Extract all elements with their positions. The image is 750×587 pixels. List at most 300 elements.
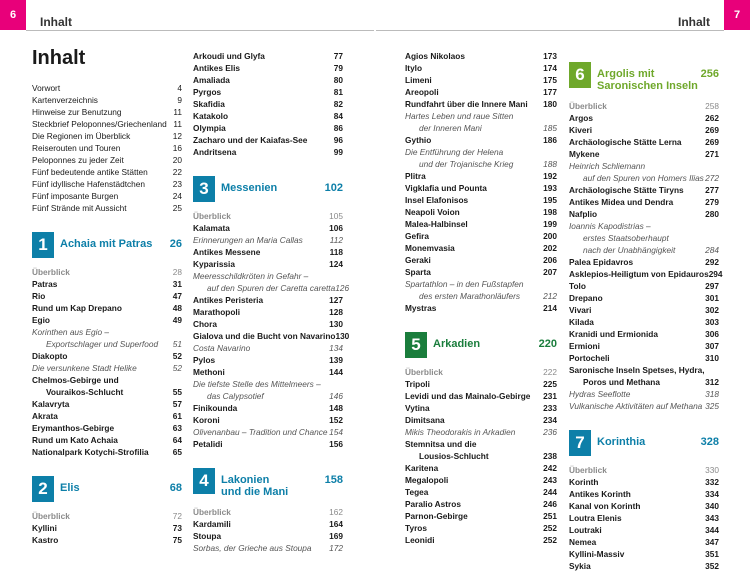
toc-entry-title: auf den Spuren der Caretta caretta [207, 283, 336, 293]
toc-entry-title: Paralio Astros [405, 499, 461, 509]
chapter-page: 26 [169, 238, 182, 250]
toc-column-4 [569, 44, 723, 572]
toc-entry-karitena[interactable] [405, 462, 557, 474]
toc-entry-itylo[interactable] [405, 62, 557, 74]
toc-entry-sparta[interactable] [405, 266, 557, 278]
toc-entry-page: 188 [543, 159, 557, 169]
toc-entry-title: Antikes Elis [193, 63, 241, 73]
chapter-page: 158 [324, 474, 343, 486]
toc-entry-title: Heinrich Schliemann [569, 161, 646, 171]
toc-entry-das-calypsotief[interactable] [193, 390, 343, 402]
chapter-heading-6[interactable] [569, 62, 719, 92]
toc-entry-loutra-elenis[interactable] [569, 512, 719, 524]
chapter-number-badge: 6 [569, 62, 591, 88]
toc-entry-title: Nationalpark Kotychi-Strofilia [32, 447, 149, 457]
toc-entry-megalopoli[interactable] [405, 474, 557, 486]
toc-entry-page: 212 [543, 291, 557, 301]
toc-entry-page: 84 [333, 111, 343, 121]
toc-entry-paralio-astros[interactable] [405, 498, 557, 510]
toc-entry-page: 334 [705, 489, 719, 499]
toc-entry-page: 52 [172, 363, 182, 373]
toc-entry-title: Costa Navarino [193, 343, 251, 353]
toc-entry-berblick[interactable] [32, 266, 182, 278]
toc-entry-akrata[interactable] [32, 410, 182, 422]
toc-entry-poros-und-methana[interactable] [569, 376, 719, 388]
toc-entry-kastro[interactable] [32, 534, 182, 546]
toc-entry-title: Finikounda [193, 403, 238, 413]
chapter-heading-3[interactable] [193, 176, 343, 202]
toc-entry-page: 252 [543, 535, 557, 545]
toc-entry-page: 134 [329, 343, 343, 353]
toc-entry-page: 24 [172, 191, 182, 201]
toc-entry-berblick[interactable] [405, 366, 557, 378]
toc-entry-die-tiefste-stelle-des-mittelmeers[interactable] [193, 378, 343, 390]
toc-entry-pyrgos[interactable] [193, 86, 343, 98]
toc-entry-title: Kanal von Korinth [569, 501, 641, 511]
chapter-title: Lakonien und die Mani [221, 474, 289, 498]
toc-entry-die-regionen-im-berblick[interactable] [32, 130, 182, 142]
toc-entry-title: Portocheli [569, 353, 610, 363]
chapter-page: 102 [324, 182, 343, 194]
toc-entry-steckbrief-peloponnes-griechenland[interactable] [32, 118, 182, 130]
toc-entry-kalamata[interactable] [193, 222, 343, 234]
toc-entry-title: Asklepios-Heiligtum von Epidauros [569, 269, 709, 279]
toc-entry-page: 146 [329, 391, 343, 401]
toc-entry-title: Parnon-Gebirge [405, 511, 468, 521]
toc-entry-vigklafia-und-pounta[interactable] [405, 182, 557, 194]
toc-entry-title: Vouraikos-Schlucht [46, 387, 124, 397]
toc-entry-title: Kartenverzeichnis [32, 95, 98, 105]
toc-entry-title: der Inneren Mani [419, 123, 482, 133]
toc-entry-marathopoli[interactable] [193, 306, 343, 318]
toc-entry-title: Vivari [569, 305, 592, 315]
toc-entry-areopoli[interactable] [405, 86, 557, 98]
chapter-heading-4[interactable] [193, 468, 343, 498]
toc-entry-chora[interactable] [193, 318, 343, 330]
toc-entry-page: 77 [333, 51, 343, 61]
toc-entry-vorwort[interactable] [32, 82, 182, 94]
toc-entry-title: das Calypsotief [207, 391, 264, 401]
toc-entry-kyparissia[interactable] [193, 258, 343, 270]
toc-entry-loutraki[interactable] [569, 524, 719, 536]
toc-entry-lousios-schlucht[interactable] [405, 450, 557, 462]
toc-entry-limeni[interactable] [405, 74, 557, 86]
page-header-left: Inhalt [40, 15, 72, 29]
toc-entry-zacharo-und-der-kaiafas-see[interactable] [193, 134, 343, 146]
toc-entry-nafplio[interactable] [569, 208, 719, 220]
toc-entry-page: 192 [543, 171, 557, 181]
toc-entry-rundfahrt-ber-die-innere-mani[interactable] [405, 98, 557, 110]
toc-entry-page: 325 [705, 401, 719, 411]
toc-entry-leonidi[interactable] [405, 534, 557, 546]
toc-entry-page: 352 [705, 561, 719, 571]
toc-entry-title: Olympia [193, 123, 226, 133]
toc-entry-page: 195 [543, 195, 557, 205]
toc-entry-malea-halbinsel[interactable] [405, 218, 557, 230]
toc-entry-diakopto[interactable] [32, 350, 182, 362]
toc-entry-geraki[interactable] [405, 254, 557, 266]
toc-entry-nationalpark-kotychi-strofilia[interactable] [32, 446, 182, 458]
toc-entry-page: 144 [329, 367, 343, 377]
toc-entry-page: 51 [172, 339, 182, 349]
toc-entry-page: 347 [705, 537, 719, 547]
toc-entry-title: Plitra [405, 171, 426, 181]
toc-entry-saronische-inseln-spetses-hydra[interactable] [569, 364, 719, 376]
toc-entry-ermioni[interactable] [569, 340, 719, 352]
toc-entry-page: 207 [543, 267, 557, 277]
toc-entry-title: Akrata [32, 411, 58, 421]
chapter-number-badge: 2 [32, 476, 54, 502]
toc-entry-title: Leonidi [405, 535, 435, 545]
toc-entry-title: Vulkanische Aktivitäten auf Methana [569, 401, 703, 411]
toc-entry-title: Archäologische Stätte Tiryns [569, 185, 684, 195]
toc-entry-levidi-und-das-mainalo-gebirge[interactable] [405, 390, 557, 402]
toc-entry-title: Argos [569, 113, 593, 123]
toc-entry-antikes-messene[interactable] [193, 246, 343, 258]
toc-entry-berblick[interactable] [32, 510, 182, 522]
toc-entry-title: Chora [193, 319, 217, 329]
toc-entry-korinth[interactable] [569, 476, 719, 488]
toc-entry-berblick[interactable] [569, 464, 719, 476]
toc-entry-berblick[interactable] [193, 210, 343, 222]
toc-entry-stoupa[interactable] [193, 530, 343, 542]
page-header-right: Inhalt [678, 15, 710, 29]
toc-entry-amaliada[interactable] [193, 74, 343, 86]
toc-entry-peloponnes-zu-jeder-zeit[interactable] [32, 154, 182, 166]
toc-entry-kranidi-und-ermionida[interactable] [569, 328, 719, 340]
toc-entry-title: Steckbrief Peloponnes/Griechenland [32, 119, 167, 129]
toc-entry-rund-um-kato-achaia[interactable] [32, 434, 182, 446]
toc-entry-kyllini[interactable] [32, 522, 182, 534]
toc-entry-kanal-von-korinth[interactable] [569, 500, 719, 512]
toc-entry-insel-elafonisos[interactable] [405, 194, 557, 206]
toc-entry-title: Rund um Kato Achaia [32, 435, 118, 445]
toc-entry-title: Überblick [193, 211, 231, 221]
toc-entry-heinrich-schliemann[interactable] [569, 160, 719, 172]
toc-entry-page: 63 [172, 423, 182, 433]
toc-entry-katakolo[interactable] [193, 110, 343, 122]
toc-entry-costa-navarino[interactable] [193, 342, 343, 354]
toc-entry-page: 127 [329, 295, 343, 305]
toc-entry-title: Skafidia [193, 99, 225, 109]
toc-entry-andritsena[interactable] [193, 146, 343, 158]
header-divider-right [376, 30, 724, 31]
toc-entry-mykene[interactable] [569, 148, 719, 160]
toc-entry-page: 199 [543, 219, 557, 229]
toc-entry-vytina[interactable] [405, 402, 557, 414]
toc-entry-dimitsana[interactable] [405, 414, 557, 426]
toc-entry-tolo[interactable] [569, 280, 719, 292]
toc-entry-kartenverzeichnis[interactable] [32, 94, 182, 106]
toc-entry-title: Rio [32, 291, 46, 301]
toc-entry-page: 269 [705, 125, 719, 135]
chapter-title: Korinthia [597, 436, 646, 448]
chapter-heading-2[interactable] [32, 476, 182, 502]
toc-entry-title: Korinth [569, 477, 599, 487]
toc-entry-title: Drepano [569, 293, 603, 303]
toc-entry-f-nf-idyllische-hafenst-dtchen[interactable] [32, 178, 182, 190]
toc-entry-plitra[interactable] [405, 170, 557, 182]
toc-entry-vivari[interactable] [569, 304, 719, 316]
toc-entry-sykia[interactable] [569, 560, 719, 572]
toc-entry-antikes-peristeria[interactable] [193, 294, 343, 306]
toc-entry-mikis-theodorakis-in-arkadien[interactable] [405, 426, 557, 438]
toc-entry-hartes-leben-und-raue-sitten[interactable] [405, 110, 557, 122]
toc-entry-korinthen-aus-egio[interactable] [32, 326, 182, 338]
chapter-page: 68 [169, 482, 182, 494]
toc-entry-title: Mikis Theodorakis in Arkadien [405, 427, 516, 437]
toc-entry-argos[interactable] [569, 112, 719, 124]
toc-entry-title: Insel Elafonisos [405, 195, 469, 205]
toc-entry-page: 118 [329, 247, 343, 257]
toc-entry-hydras-seeflotte[interactable] [569, 388, 719, 400]
toc-entry-title: Kyllini [32, 523, 57, 533]
chapter-title-row [60, 476, 182, 494]
toc-entry-page: 343 [705, 513, 719, 523]
toc-entry-vouraikos-schlucht[interactable] [32, 386, 182, 398]
toc-entry-tripoli[interactable] [405, 378, 557, 390]
toc-entry-page: 307 [705, 341, 719, 351]
toc-entry-title: Kranidi und Ermionida [569, 329, 658, 339]
toc-entry-page: 82 [333, 99, 343, 109]
toc-entry-kardamili[interactable] [193, 518, 343, 530]
toc-entry-arkoudi-und-glyfa[interactable] [193, 50, 343, 62]
toc-entry-page: 243 [543, 475, 557, 485]
toc-entry-page: 28 [172, 267, 182, 277]
toc-entry-auf-den-spuren-von-homers-ilias[interactable] [569, 172, 719, 184]
toc-entry-neapoli-voion[interactable] [405, 206, 557, 218]
toc-entry-gialova-und-die-bucht-von-navarino[interactable] [193, 330, 350, 342]
page-number-left: 6 [0, 0, 26, 30]
toc-entry-page: 23 [172, 179, 182, 189]
toc-entry-title: Egio [32, 315, 50, 325]
toc-entry-monemvasia[interactable] [405, 242, 557, 254]
toc-entry-chelmos-gebirge-und[interactable] [32, 374, 182, 386]
toc-entry-sorbas-der-grieche-aus-stoupa[interactable] [193, 542, 343, 554]
toc-entry-palea-epidavros[interactable] [569, 256, 719, 268]
toc-entry-rio[interactable] [32, 290, 182, 302]
toc-entry-title: Gythio [405, 135, 432, 145]
toc-entry-stemnitsa-und-die[interactable] [405, 438, 557, 450]
toc-entry-page: 206 [543, 255, 557, 265]
toc-entry-page: 198 [543, 207, 557, 217]
toc-entry-antikes-elis[interactable] [193, 62, 343, 74]
chapter-number-badge: 7 [569, 430, 591, 456]
toc-entry-kyllini-massiv[interactable] [569, 548, 719, 560]
toc-entry-page: 174 [543, 63, 557, 73]
toc-entry-page: 126 [335, 283, 350, 293]
toc-entry-title: Tripoli [405, 379, 430, 389]
toc-entry-f-nf-str-nde-mit-aussicht[interactable] [32, 202, 182, 214]
toc-entry-die-versunkene-stadt-helike[interactable] [32, 362, 182, 374]
toc-entry-page: 80 [333, 75, 343, 85]
toc-entry-berblick[interactable] [193, 506, 343, 518]
toc-entry-und-der-trojanische-krieg[interactable] [405, 158, 557, 170]
toc-entry-der-inneren-mani[interactable] [405, 122, 557, 134]
toc-entry-tegea[interactable] [405, 486, 557, 498]
toc-entry-page: 332 [705, 477, 719, 487]
toc-column-2 [193, 50, 350, 554]
toc-entry-title: Tegea [405, 487, 429, 497]
chapter-title: Achaia mit Patras [60, 238, 153, 250]
toc-entry-page: 222 [543, 367, 557, 377]
toc-entry-title: Überblick [32, 267, 70, 277]
toc-entry-title: auf den Spuren von Homers Ilias [583, 173, 704, 183]
chapter-title-row [597, 62, 719, 92]
toc-entry-title: Agios Nikolaos [405, 51, 465, 61]
toc-entry-page: 231 [543, 391, 557, 401]
toc-entry-nemea[interactable] [569, 536, 719, 548]
toc-entry-reiserouten-und-touren[interactable] [32, 142, 182, 154]
toc-entry-auf-den-spuren-der-caretta-caretta[interactable] [193, 282, 350, 294]
toc-entry-pylos[interactable] [193, 354, 343, 366]
chapter-number-badge: 3 [193, 176, 215, 202]
toc-entry-title: Methoni [193, 367, 225, 377]
toc-entry-asklepios-heiligtum-von-epidauros[interactable] [569, 268, 723, 280]
toc-entry-page: 47 [172, 291, 182, 301]
toc-entry-skafidia[interactable] [193, 98, 343, 110]
toc-entry-title: Tyros [405, 523, 427, 533]
toc-entry-title: Poros und Methana [583, 377, 660, 387]
toc-entry-page: 65 [172, 447, 182, 457]
toc-entry-title: Malea-Halbinsel [405, 219, 468, 229]
toc-entry-title: Petalidi [193, 439, 223, 449]
toc-entry-f-nf-imposante-burgen[interactable] [32, 190, 182, 202]
toc-entry-rund-um-kap-drepano[interactable] [32, 302, 182, 314]
toc-entry-antikes-midea-und-dendra[interactable] [569, 196, 719, 208]
toc-entry-petalidi[interactable] [193, 438, 343, 450]
toc-entry-finikounda[interactable] [193, 402, 343, 414]
toc-entry-title: und der Trojanische Krieg [419, 159, 514, 169]
toc-entry-patras[interactable] [32, 278, 182, 290]
toc-entry-title: Überblick [569, 465, 607, 475]
toc-entry-page: 86 [333, 123, 343, 133]
toc-entry-page: 351 [705, 549, 719, 559]
toc-entry-erstes-staatsoberhaupt[interactable] [569, 232, 719, 244]
toc-entry-tyros[interactable] [405, 522, 557, 534]
toc-entry-page: 16 [172, 143, 182, 153]
toc-entry-page: 139 [329, 355, 343, 365]
toc-entry-title: Archäologische Stätte Lerna [569, 137, 682, 147]
toc-entry-title: Mystras [405, 303, 437, 313]
toc-entry-page: 262 [705, 113, 719, 123]
toc-entry-erymanthos-gebirge[interactable] [32, 422, 182, 434]
toc-entry-title: Die versunkene Stadt Helike [32, 363, 137, 373]
toc-entry-page: 156 [329, 439, 343, 449]
toc-entry-die-entf-hrung-der-helena[interactable] [405, 146, 557, 158]
toc-entry-page: 177 [543, 87, 557, 97]
toc-entry-title: Tolo [569, 281, 586, 291]
toc-entry-title: Pylos [193, 355, 216, 365]
toc-entry-page: 52 [172, 351, 182, 361]
toc-entry-meeresschildkr-ten-in-gefahr[interactable] [193, 270, 343, 282]
toc-entry-title: Patras [32, 279, 58, 289]
toc-entry-kiveri[interactable] [569, 124, 719, 136]
toc-entry-gefira[interactable] [405, 230, 557, 242]
toc-entry-mystras[interactable] [405, 302, 557, 314]
toc-entry-title: Katakolo [193, 111, 229, 121]
page-number-right: 7 [724, 0, 750, 30]
toc-entry-arch-ologische-st-tte-tiryns[interactable] [569, 184, 719, 196]
toc-entry-title: Saronische Inseln Spetses, Hydra, [569, 365, 705, 375]
toc-entry-olympia[interactable] [193, 122, 343, 134]
toc-entry-page: 233 [543, 403, 557, 413]
chapter-heading-5[interactable] [405, 332, 557, 358]
toc-entry-title: Pyrgos [193, 87, 222, 97]
toc-entry-title: Gialova und die Bucht von Navarino [193, 331, 336, 341]
toc-entry-title: Überblick [405, 367, 443, 377]
toc-entry-f-nf-bedeutende-antike-st-tten[interactable] [32, 166, 182, 178]
toc-entry-title: Antikes Peristeria [193, 295, 264, 305]
toc-entry-exportschlager-und-superfood[interactable] [32, 338, 182, 350]
toc-entry-title: Überblick [193, 507, 231, 517]
toc-entry-arch-ologische-st-tte-lerna[interactable] [569, 136, 719, 148]
toc-entry-title: Neapoli Voion [405, 207, 460, 217]
toc-entry-title: Rund um Kap Drepano [32, 303, 122, 313]
toc-entry-kalavryta[interactable] [32, 398, 182, 410]
toc-entry-gythio[interactable] [405, 134, 557, 146]
toc-entry-page: 271 [705, 149, 719, 159]
toc-entry-page: 186 [543, 135, 557, 145]
toc-entry-page: 31 [172, 279, 182, 289]
chapter-heading-1[interactable] [32, 232, 182, 258]
toc-entry-berblick[interactable] [569, 100, 719, 112]
toc-entry-title: Vytina [405, 403, 430, 413]
toc-entry-methoni[interactable] [193, 366, 343, 378]
toc-entry-title: Antikes Midea und Dendra [569, 197, 674, 207]
toc-entry-title: Loutra Elenis [569, 513, 622, 523]
toc-entry-drepano[interactable] [569, 292, 719, 304]
toc-entry-page: 202 [543, 243, 557, 253]
toc-entry-olivenanbau-tradition-und-chance[interactable] [193, 426, 343, 438]
toc-entry-page: 20 [172, 155, 182, 165]
toc-entry-page: 277 [705, 185, 719, 195]
toc-entry-kilada[interactable] [569, 316, 719, 328]
toc-entry-title: Erymanthos-Gebirge [32, 423, 115, 433]
toc-entry-title: Ioannis Kapodistrias – [569, 221, 651, 231]
toc-entry-page: 244 [543, 487, 557, 497]
toc-entry-agios-nikolaos[interactable] [405, 50, 557, 62]
toc-entry-parnon-gebirge[interactable] [405, 510, 557, 522]
toc-entry-title: Areopoli [405, 87, 439, 97]
toc-entry-page: 297 [705, 281, 719, 291]
toc-column-1 [32, 40, 182, 546]
toc-entry-page: 280 [705, 209, 719, 219]
toc-entry-title: Vigklafia und Pounta [405, 183, 487, 193]
toc-entry-erinnerungen-an-maria-callas[interactable] [193, 234, 343, 246]
toc-entry-page: 81 [333, 87, 343, 97]
toc-entry-portocheli[interactable] [569, 352, 719, 364]
toc-entry-page: 180 [543, 99, 557, 109]
toc-entry-koroni[interactable] [193, 414, 343, 426]
toc-entry-egio[interactable] [32, 314, 182, 326]
toc-entry-hinweise-zur-benutzung[interactable] [32, 106, 182, 118]
toc-entry-title: Nafplio [569, 209, 598, 219]
toc-entry-vulkanische-aktivit-ten-auf-methana[interactable] [569, 400, 719, 412]
toc-entry-ioannis-kapodistrias[interactable] [569, 220, 719, 232]
toc-entry-antikes-korinth[interactable] [569, 488, 719, 500]
toc-entry-des-ersten-marathonl-ufers[interactable] [405, 290, 557, 302]
toc-entry-spartathlon-in-den-fu-stapfen[interactable] [405, 278, 557, 290]
toc-entry-title: Koroni [193, 415, 220, 425]
toc-entry-nach-der-unabh-ngigkeit[interactable] [569, 244, 719, 256]
chapter-number-badge: 4 [193, 468, 215, 494]
toc-entry-title: Kyllini-Massiv [569, 549, 625, 559]
toc-entry-page: 318 [705, 389, 719, 399]
toc-entry-title: Kalamata [193, 223, 230, 233]
toc-entry-title: Levidi und das Mainalo-Gebirge [405, 391, 531, 401]
chapter-heading-7[interactable] [569, 430, 719, 456]
